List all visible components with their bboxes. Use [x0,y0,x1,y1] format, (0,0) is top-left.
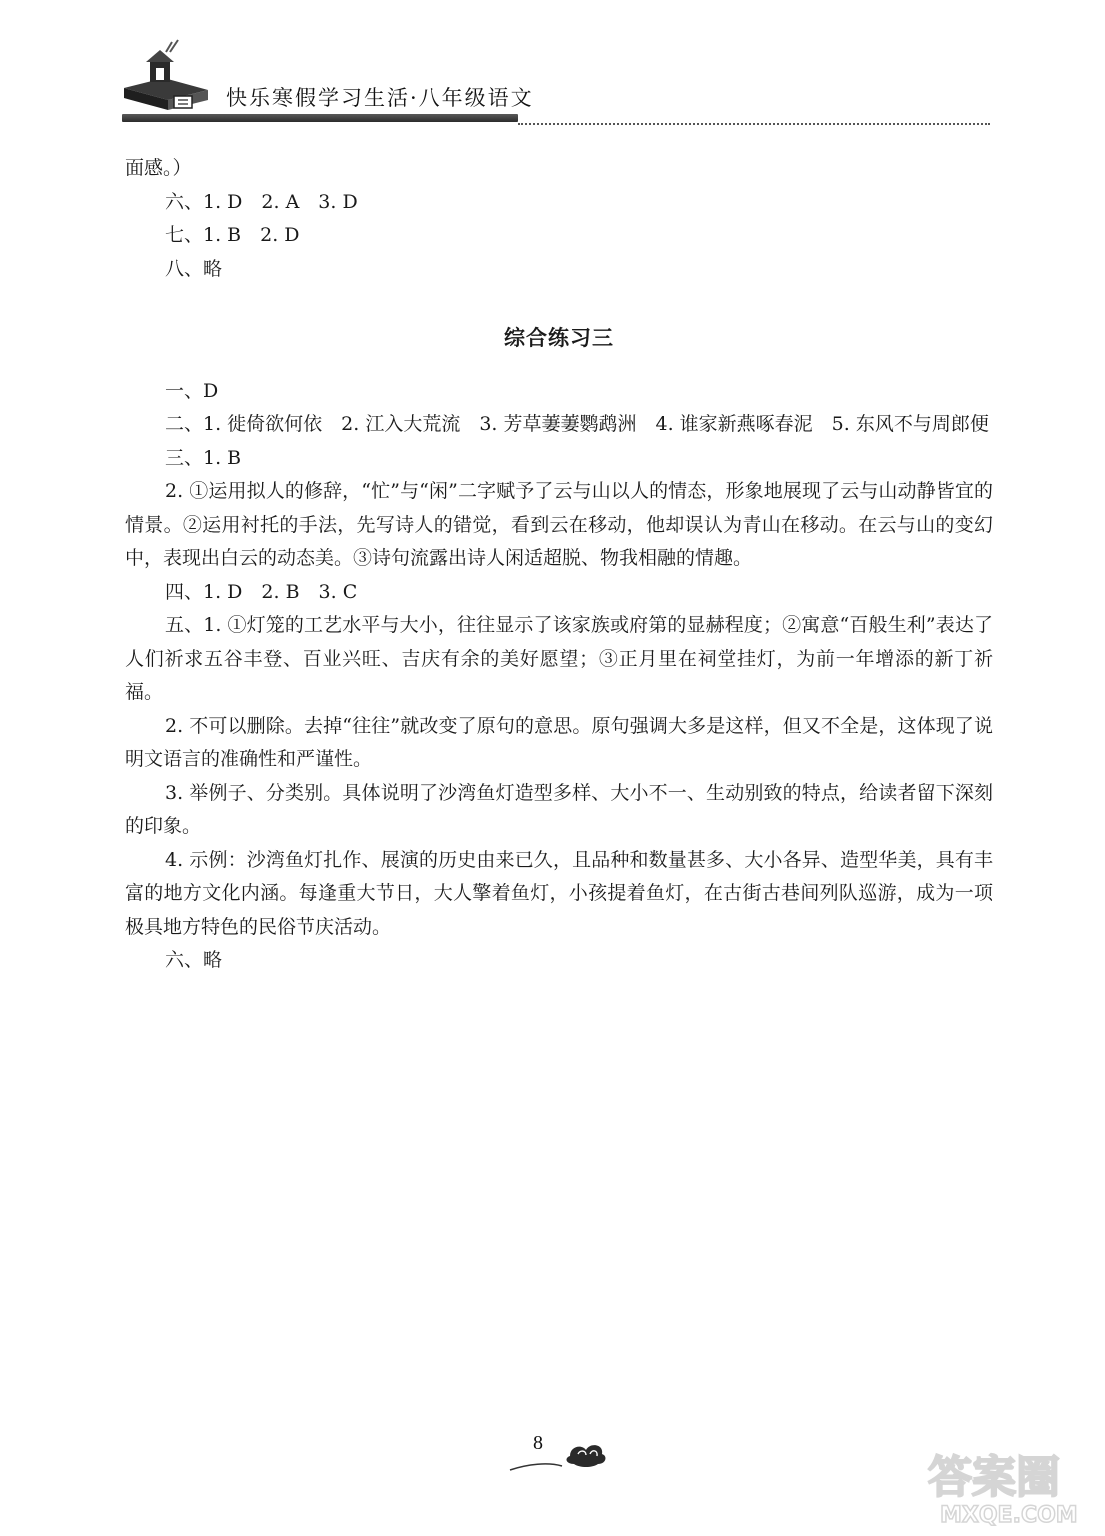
page-number: 8 [533,1432,543,1454]
answer-q1: 一、D [165,379,219,402]
answer-q6: 六、略 [165,949,223,971]
answer-q3: 三、1. B [165,446,242,469]
answer-q5-2: 2. 不可以删除。去掉“往往”就改变了原句的意思。原句强调大多是这样，但又不全是，这体现了说明文语言的准确性和严谨性。 [125,714,993,770]
watermark-url: MXQE.COM [940,1503,1078,1528]
header-rule-solid [122,114,518,122]
answer-item-8: 八、略 [165,257,223,280]
answer-q5-1: 五、1. ①灯笼的工艺水平与大小，往往显示了该家族或府第的显赫程度；②寓意“百般生利”表达了人们祈求五谷丰登、百业兴旺、吉庆有余的美好愿望；③正月里在祠堂挂灯，为前一年增添的新丁祈福。 [125,614,993,703]
watermark-logo [920,1440,1100,1530]
section-title: 综合练习三 [504,326,614,350]
cloud-swirl-icon [508,1434,612,1474]
answer-q4: 四、1. D 2. B 3. C [165,580,358,603]
watermark-text: 答案圈 [928,1452,1060,1503]
answer-q5-4: 4. 示例：沙湾鱼灯扎作、展演的历史由来已久，且品种和数量甚多、大小各异、造型华美，具有丰富的地方文化内涵。每逢重大节日，大人擎着鱼灯，小孩提着鱼灯，在古街古巷间列队巡游，成为一项极具地方特色的民俗节庆活动。 [125,848,993,938]
answer-item-7: 七、1. B 2. D [165,224,300,246]
answer-q5-3: 3. 举例子、分类别。具体说明了沙湾鱼灯造型多样、大小不一、生动别致的特点，给读者留下深刻的印象。 [125,781,993,837]
book-title: 快乐寒假学习生活·八年级语文 [226,86,534,110]
answer-content [125,152,993,978]
page-header [0,0,1105,130]
continued-line: 面感。） [125,157,192,179]
answer-q2: 二、1. 徙倚欲何依 2. 江入大荒流 3. 芳草萋萋鹦鹉洲 4. 谁家新燕啄春泥 5. 东风不与周郎便 [165,413,989,435]
header-rule-dotted [518,123,990,125]
answer-item-6: 六、1. D 2. A 3. D [165,190,358,213]
book-logo-icon [120,38,210,116]
answer-q3-2: 2. ①运用拟人的修辞，“忙”与“闲”二字赋予了云与山以人的情态，形象地展现了云与山动静皆宜的情景。②运用衬托的手法，先写诗人的错觉，看到云在移动，他却误认为青山在移动。在云与山的变幻中，表现出白云的动态美。③诗句流露出诗人闲适超脱、物我相融的情趣。 [125,480,993,569]
